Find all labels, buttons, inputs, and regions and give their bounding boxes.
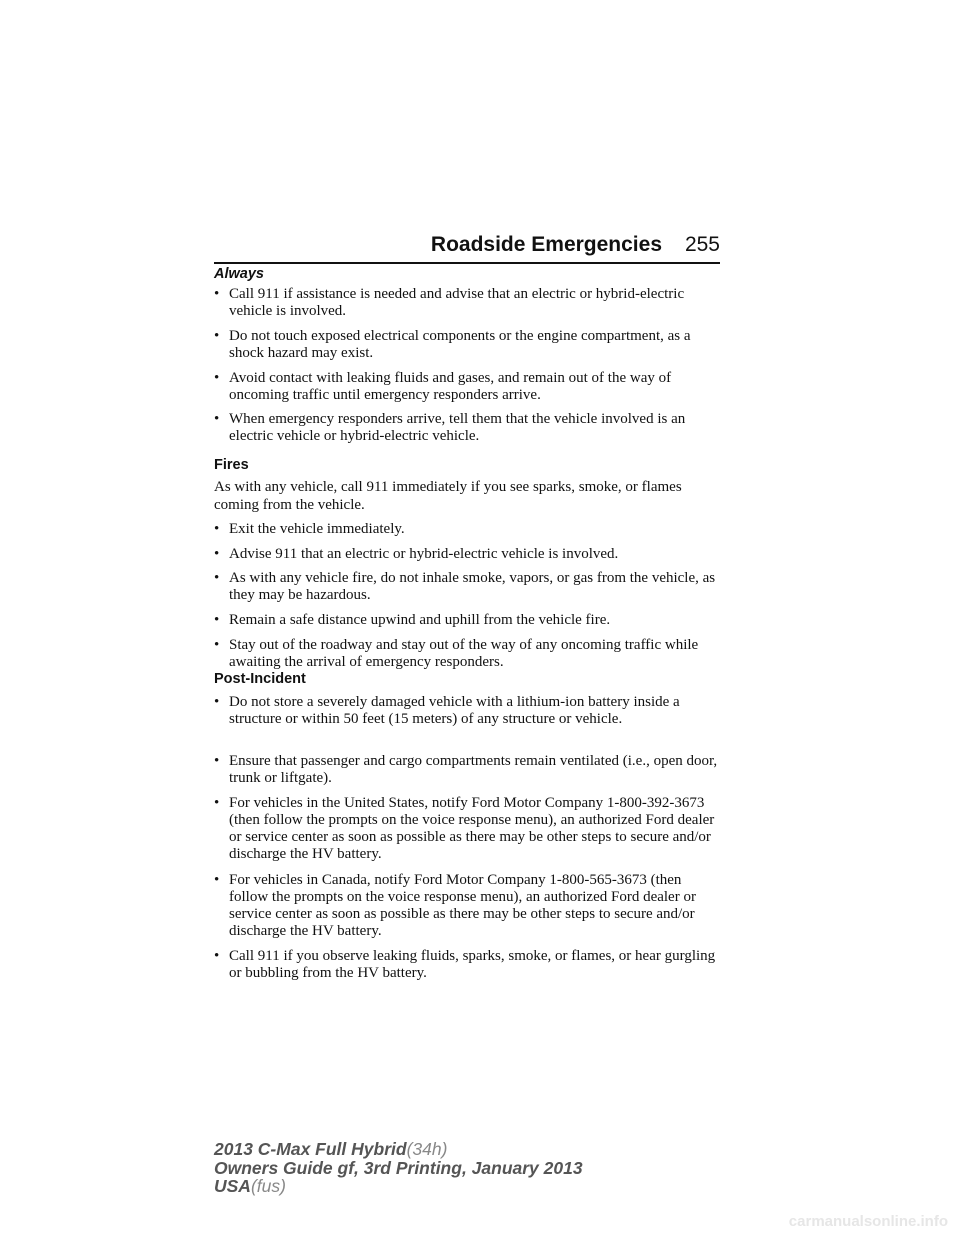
section-title: Roadside Emergencies — [430, 233, 662, 256]
post-incident-heading-wrap — [214, 669, 720, 689]
always-heading-wrap — [214, 264, 720, 284]
fires-intro: As with any vehicle, call 911 immediately if you see sparks, smoke, or flames coming from the vehicle. — [214, 479, 682, 513]
page-header — [214, 232, 720, 264]
list-item: • Stay out of the roadway and stay out of the way of any oncoming traffic while awaiting the arrival of emergency responders. — [214, 637, 699, 670]
bullet-icon: • — [214, 570, 220, 586]
bullet-icon: • — [214, 546, 220, 562]
site-watermark: carmanualsonline.info — [788, 1213, 948, 1230]
bullet-icon: • — [214, 637, 220, 653]
list-item: • As with any vehicle fire, do not inhale smoke, vapors, or gas from the vehicle, as they may be hazardous. — [214, 570, 716, 603]
fires-heading-wrap — [214, 455, 720, 475]
post-incident-heading: Post-Incident — [214, 671, 306, 687]
list-item: • Avoid contact with leaking fluids and gases, and remain out of the way of oncoming traffic until emergency responders arrive. — [214, 370, 672, 403]
fires-heading: Fires — [214, 457, 249, 473]
list-item: • Ensure that passenger and cargo compartments remain ventilated (i.e., open door, trunk or liftgate). — [214, 753, 718, 786]
document-footer — [214, 1140, 583, 1196]
footer-line-model: 2013 C-Max Full Hybrid(34h) — [214, 1139, 448, 1159]
list-item: • Call 911 if assistance is needed and advise that an electric or hybrid-electric vehicle is involved. — [214, 286, 685, 319]
bullet-icon: • — [214, 694, 220, 710]
always-heading: Always — [214, 266, 264, 282]
list-item: • Advise 911 that an electric or hybrid-electric vehicle is involved. — [214, 546, 619, 562]
fires-intro-wrap — [214, 479, 720, 514]
bullet-icon: • — [214, 286, 220, 302]
list-item: • Do not touch exposed electrical components or the engine compartment, as a shock hazard may exist. — [214, 328, 691, 361]
list-item: • Do not store a severely damaged vehicle with a lithium-ion battery inside a structure or within 50 feet (15 meters) of any structure or vehicle. — [214, 694, 680, 727]
bullet-icon: • — [214, 370, 220, 386]
bullet-icon: • — [214, 795, 220, 811]
bullet-icon: • — [214, 753, 220, 769]
bullet-icon: • — [214, 872, 220, 888]
footer-line-printing: Owners Guide gf, 3rd Printing, January 2013 — [214, 1157, 583, 1178]
list-item: • For vehicles in the United States, notify Ford Motor Company 1-800-392-3673 (then follow the prompts on the voice response menu), an authorized Ford dealer or service center as soon as possible as there may be other steps to secure and/or discharge the HV battery. — [214, 795, 715, 862]
list-item: • Call 911 if you observe leaking fluids, sparks, smoke, or flames, or hear gurgling or bubbling from the HV battery. — [214, 948, 716, 981]
bullet-icon: • — [214, 612, 220, 628]
bullet-icon: • — [214, 948, 220, 964]
list-item: • For vehicles in Canada, notify Ford Motor Company 1-800-565-3673 (then follow the prompts on the voice response menu), an authorized Ford dealer or service center as soon as possible as there may be other steps to secure and/or discharge the HV battery. — [214, 872, 696, 939]
bullet-icon: • — [214, 521, 220, 537]
bullet-icon: • — [214, 328, 220, 344]
bullet-icon: • — [214, 411, 220, 427]
list-item: • When emergency responders arrive, tell them that the vehicle involved is an electric vehicle or hybrid-electric vehicle. — [214, 411, 686, 444]
list-item: • Remain a safe distance upwind and uphill from the vehicle fire. — [214, 612, 611, 628]
page-number: 255 — [684, 233, 720, 256]
footer-line-market: USA(fus) — [214, 1176, 286, 1196]
list-item: • Exit the vehicle immediately. — [214, 521, 405, 537]
